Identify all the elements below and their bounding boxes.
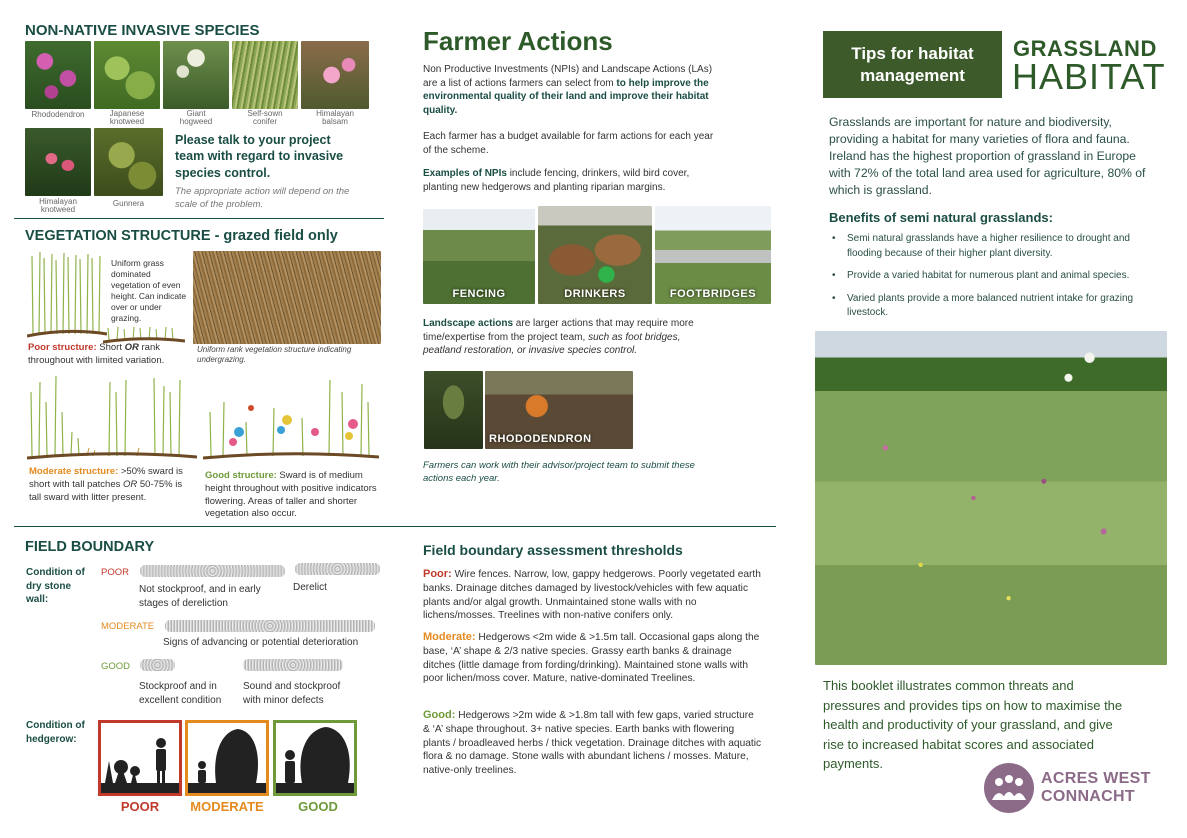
drinkers-photo [538,206,652,304]
advisor-note: Farmers can work with their advisor/project team to submit these actions each year. [423,460,695,485]
good-structure-illustration [203,372,379,462]
footbridges-photo [655,206,771,304]
benefit-item: • Semi natural grasslands have a higher resilience to drought and flooding because of their higher plant diversity. [829,232,1159,261]
hedge-level-poor: POOR [120,799,160,814]
wall-level-moderate: MODERATE [101,621,155,632]
species-caption: Himalayan balsam [316,109,354,127]
hedge-level-moderate: MODERATE [190,799,264,814]
tips-line-2: management [860,66,965,85]
species-caption: Gunnera [112,199,145,208]
benefit-item: • Provide a varied habitat for numerous plant and animal species. [829,269,1159,284]
wall-moderate-desc: Signs of advancing or potential deterioration [163,637,359,648]
species-caption: Japanese knotweed [109,109,145,127]
hedge-level-good: GOOD [298,799,338,814]
giant-hogweed-photo [163,41,229,109]
rhododendron-clearance-photo-1 [424,371,483,449]
threshold-poor: Poor: Wire fences. Narrow, low, gappy hedgerows. Poorly vegetated earth banks. Drainage ditches damaged by livestock/vehicles with few aquatic plants and/or algal growth. Unmaintained stone walls with no lichens/mosses. Treelines with non-native conifers only. [423,568,761,622]
wall-level-poor: POOR [101,567,129,578]
threshold-good: Good: Hedgerows >2m wide & >1.8m tall with few gaps, varied structure & ‘A’ shape throughout. 3+ native species. Earth banks with flowering plants / broadleaved herbs / thick vegetation. Drainage ditches with aquatic flora & no damage. Stone walls with abundant lichens / mosses. Mature, native-only treelines. [423,709,762,777]
wall-good-minor-desc: Sound and stockproof with minor defects [243,681,341,706]
budget-text: Each farmer has a budget available for farm actions for each year of the scheme. [423,131,714,156]
divider [14,526,776,527]
tips-line-1: Tips for habitat [851,44,974,63]
wall-derelict-desc: Derelict [293,582,327,593]
good-structure-text: Good structure: Sward is of medium height throughout with positive indicators flowering. Areas of taller and shorter vegetation also occur. [205,470,377,520]
wall-poor-desc: Not stockproof, and in early stages of dereliction [139,584,261,609]
hedge-poor-illustration [98,720,182,796]
fencing-label: FENCING [452,288,506,300]
poor-structure-illustration [27,248,107,340]
species-caption: Rhododendron [31,110,85,119]
species-caption: Himalayan knotweed [39,197,77,215]
npi-intro: Non Productive Investments (NPIs) and Landscape Actions (LAs) are a list of actions farmers can select from to help improve the environmental quality of their land and improve their habitat quality. [423,64,713,116]
rhododendron-clearance-photo-2 [485,371,633,449]
invasive-title: NON-NATIVE INVASIVE SPECIES [25,22,260,39]
booklet-text: This booklet illustrates common threats and pressures and provides tips on how to maximise the health and productivity of your grassland, and give rise to increased habitat scores and associated payments. [823,678,1123,771]
field-boundary-title: FIELD BOUNDARY [25,539,155,555]
stone-wall-illustration [140,659,175,671]
rhododendron-photo [25,41,91,109]
thresholds-title: Field boundary assessment thresholds [423,542,683,558]
benefits-list [829,232,1159,329]
poor-structure-text: Poor structure: Short OR rank throughout with limited variation. [28,342,165,366]
gunnera-photo [94,128,163,196]
habitat-heading: HABITAT [1012,56,1166,97]
logo-line-1: ACRES WEST [1041,770,1151,787]
species-caption: Giant hogweed [179,109,213,127]
himalayan-knotweed-photo [25,128,91,196]
dry-stone-wall-label: Condition of dry stone wall: [26,567,85,605]
undergrazing-photo [193,251,381,344]
meadow-photo [815,331,1167,665]
wall-level-good: GOOD [101,661,131,672]
divider [14,218,384,219]
landscape-actions-text: Landscape actions are larger actions that may require more time/expertise from the project team, such as foot bridges, peatland restoration, or invasive species control. [423,318,694,356]
japanese-knotweed-photo [94,41,160,109]
self-sown-conifer-photo [232,41,298,109]
invasive-talk-text: Please talk to your project team with regard to invasive species control. [175,133,344,180]
hedgerow-label: Condition of hedgerow: [26,720,85,745]
hedge-moderate-illustration [185,720,269,796]
moderate-structure-illustration [27,372,197,462]
fencing-photo [423,209,535,304]
logo-line-2: CONNACHT [1041,788,1135,805]
hedge-good-illustration [273,720,357,796]
wall-good-desc: Stockproof and in excellent condition [139,681,222,706]
invasive-note: The appropriate action will depend on the scale of the problem. [175,186,350,210]
moderate-structure-text: Moderate structure: >50% sward is short with tall patches OR 50-75% is tall sward with litter present. [29,466,183,503]
stone-wall-illustration [165,620,375,632]
acres-logo-icon [983,762,1035,814]
stone-wall-illustration [140,565,285,577]
species-caption: Self-sown conifer [247,109,283,127]
undergrazing-caption: Uniform rank vegetation structure indicating undergrazing. [197,345,352,364]
footbridges-label: FOOTBRIDGES [669,288,757,300]
benefits-title: Benefits of semi natural grasslands: [829,210,1053,225]
grassland-intro: Grasslands are important for nature and biodiversity, providing a habitat for many varieties of flora and fauna. Ireland has the highest proportion of grassland in Europe with 72% of the total land area used for agriculture, 80% of which is grassland. [829,115,1146,198]
drinkers-label: DRINKERS [564,288,626,300]
stone-wall-illustration [243,659,343,671]
short-grass-illustration [103,322,185,344]
himalayan-balsam-photo [301,41,369,109]
acres-logo [983,762,1153,814]
npi-examples: Examples of NPIs include fencing, drinkers, wild bird cover, planting new hedgerows and planting riparian margins. [423,168,690,193]
vegetation-title: VEGETATION STRUCTURE - grazed field only [25,228,338,244]
farmer-actions-title: Farmer Actions [423,26,613,56]
uniform-note: Uniform grass dominated vegetation of even height. Can indicate over or under grazing. [111,258,187,324]
tips-banner [823,31,1002,98]
rhododendron-label: RHODODENDRON [489,433,592,445]
stone-wall-illustration [295,563,380,575]
grassland-heading: GRASSLAND [1013,36,1157,61]
threshold-moderate: Moderate: Hedgerows <2m wide & >1.5m tall. Occasional gaps along the base, ‘A’ shape & 2/3 native species. Grassy earth banks & drainage ditches (little damage from fording/drinking). Maintained stone walls with poor lichen/moss cover. Mature, native-dominated Treelines. [423,631,760,685]
benefit-item: • Varied plants provide a more balanced nutrient intake for grazing livestock. [829,292,1159,321]
